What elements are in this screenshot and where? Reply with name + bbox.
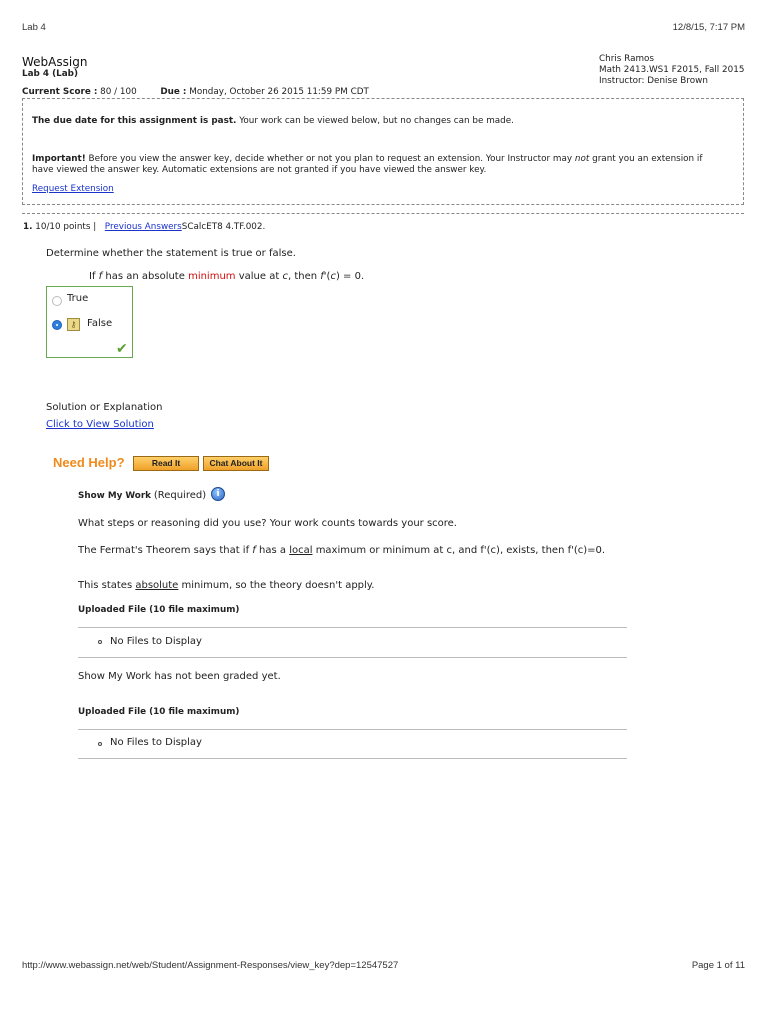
statement-minimum: minimum: [188, 271, 236, 282]
question-statement: [89, 271, 364, 282]
answer-local: local: [289, 545, 313, 556]
print-header-title: Lab 4: [22, 22, 46, 33]
statement-part: , then: [287, 271, 318, 282]
course-name: Math 2413.WS1 F2015, Fall 2015: [599, 65, 745, 75]
footer-url: http://www.webassign.net/web/Student/Assignment-Responses/view_key?dep=12547527: [22, 960, 399, 971]
statement-var-c: c: [282, 271, 288, 282]
radio-true[interactable]: [52, 296, 62, 306]
past-due-bold: The due date for this assignment is past.: [32, 116, 237, 126]
bullet-icon: [98, 742, 102, 746]
statement-var-c: c: [330, 271, 336, 282]
question-header: [23, 222, 265, 232]
important-text-b: grant you an extension if: [592, 154, 703, 164]
statement-part: '(: [323, 271, 331, 282]
answer-absolute: absolute: [135, 580, 179, 591]
upload-divider-bottom-2: [78, 758, 627, 759]
past-due-notice: [32, 116, 514, 126]
statement-part: ) = 0.: [335, 271, 365, 282]
past-due-text: Your work can be viewed below, but no changes can be made.: [239, 116, 514, 126]
question-source: SCalcET8 4.TF.002.: [181, 222, 266, 232]
no-files-1: No Files to Display: [110, 636, 202, 647]
key-icon: ⚷: [67, 318, 80, 331]
important-label: Important!: [32, 154, 86, 164]
show-work-question: What steps or reasoning did you use? Your work counts towards your score.: [78, 518, 457, 529]
show-work-answer-line1: [78, 545, 605, 556]
important-not: not: [574, 154, 590, 164]
statement-part: value at: [238, 271, 280, 282]
score-label: Current Score :: [22, 87, 98, 97]
score-value: 80 / 100: [100, 87, 137, 97]
answer-var-f: f: [252, 545, 256, 556]
question-number: 1.: [23, 222, 33, 232]
upload-divider-top-2: [78, 729, 627, 730]
show-work-answer-line2: [78, 580, 374, 591]
statement-part: has an absolute: [105, 271, 185, 282]
upload-divider-bottom-1: [78, 657, 627, 658]
statement-part: If: [89, 271, 96, 282]
answer-text: This states: [78, 580, 133, 591]
due-value: Monday, October 26 2015 11:59 PM CDT: [189, 87, 369, 97]
previous-answers-link[interactable]: Previous Answers: [104, 222, 182, 232]
important-text-a: Before you view the answer key, decide whether or not you plan to request an extension. Your Instructor may: [88, 154, 573, 164]
help-info-icon[interactable]: i: [211, 487, 225, 501]
not-graded-text: Show My Work has not been graded yet.: [78, 671, 281, 682]
question-points: 10/10 points |: [35, 222, 97, 232]
important-notice-line2: have viewed the answer key. Automatic extensions are not granted if you have viewed the answer key.: [32, 165, 487, 175]
view-solution-link[interactable]: Click to View Solution: [46, 419, 154, 430]
show-my-work-required: (Required): [153, 490, 207, 501]
no-files-2: No Files to Display: [110, 737, 202, 748]
show-my-work-title: Show My Work: [78, 491, 152, 501]
option-false-label: False: [87, 318, 113, 329]
read-it-button[interactable]: Read It: [133, 456, 199, 471]
solution-label: Solution or Explanation: [46, 402, 163, 413]
uploaded-file-heading-2: Uploaded File (10 file maximum): [78, 707, 240, 717]
need-help-title: Need Help?: [53, 455, 125, 470]
instructor-name: Instructor: Denise Brown: [599, 76, 708, 86]
statement-var-f: f: [98, 271, 103, 282]
question-prompt: Determine whether the statement is true or false.: [46, 248, 296, 259]
important-notice-line1: [32, 154, 702, 164]
radio-false[interactable]: [52, 320, 62, 330]
statement-var-f: f: [320, 271, 324, 282]
assignment-title: Lab 4 (Lab): [22, 69, 78, 79]
bullet-icon: [98, 640, 102, 644]
answer-text: minimum, so the theory doesn't apply.: [181, 580, 375, 591]
answer-text: The Fermat's Theorem says that if: [78, 545, 250, 556]
uploaded-file-heading-1: Uploaded File (10 file maximum): [78, 605, 240, 615]
due-label: Due :: [160, 87, 187, 97]
show-my-work-heading: [78, 490, 206, 501]
webassign-logo: WebAssign: [22, 55, 88, 69]
print-header-date: 12/8/15, 7:17 PM: [672, 22, 745, 33]
chat-about-it-button[interactable]: Chat About It: [203, 456, 269, 471]
question-divider: [22, 213, 744, 214]
score-line: [22, 87, 369, 97]
due-notice-box: [22, 98, 744, 205]
request-extension-link[interactable]: Request Extension: [32, 184, 114, 194]
upload-divider-top-1: [78, 627, 627, 628]
answer-text: maximum or minimum at c, and f'(c), exists, then f'(c)=0.: [315, 545, 606, 556]
option-true-label: True: [67, 293, 89, 304]
answer-text: has a: [259, 545, 286, 556]
footer-page-number: Page 1 of 11: [691, 960, 745, 971]
correct-check-icon: ✔: [116, 341, 128, 357]
user-name: Chris Ramos: [599, 54, 655, 64]
